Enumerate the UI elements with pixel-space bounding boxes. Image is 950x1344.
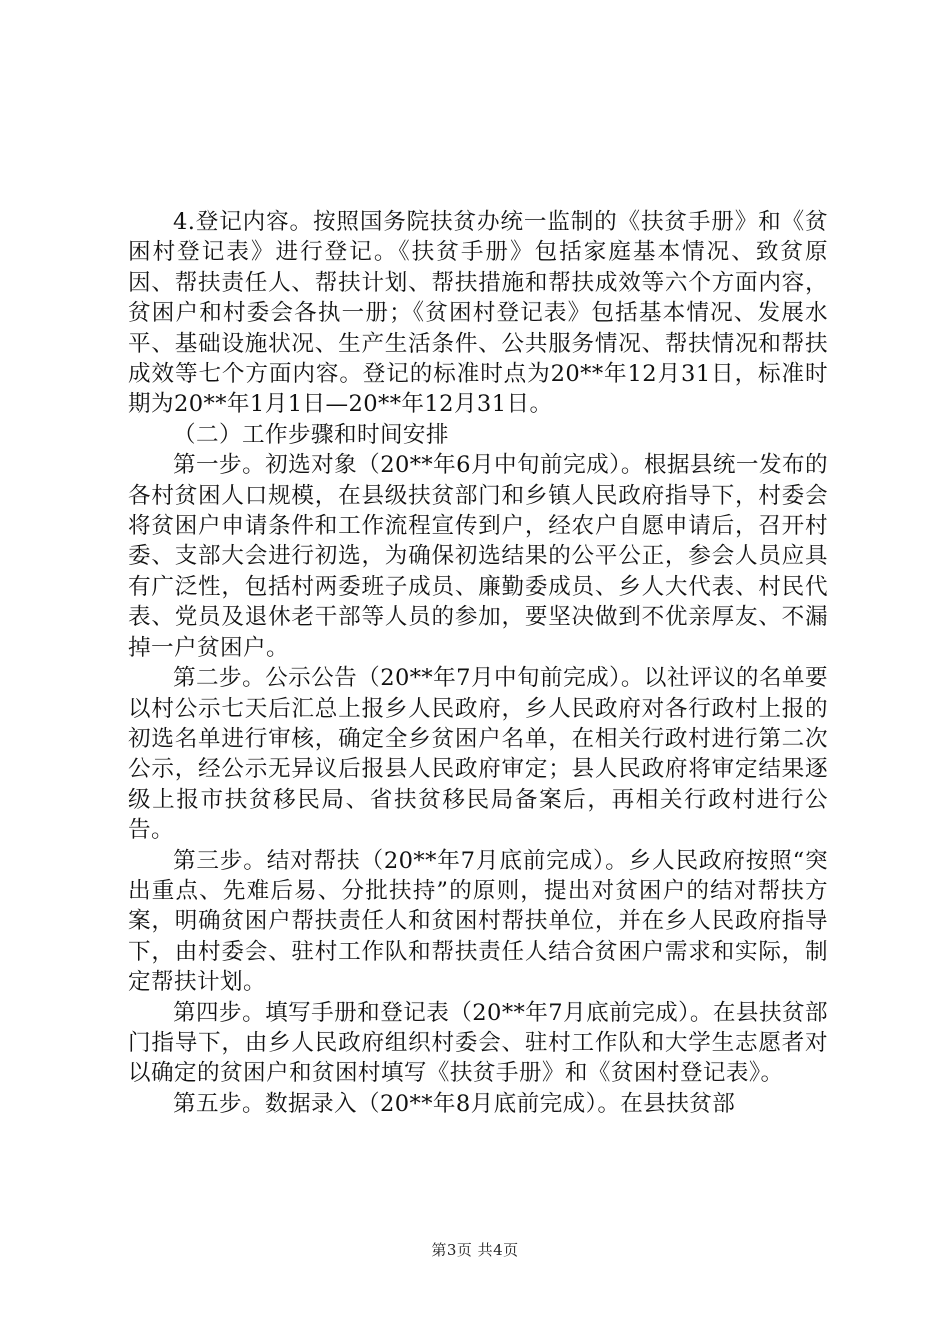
- paragraph-registration-content: 4.登记内容。按照国务院扶贫办统一监制的《扶贫手册》和《贫困村登记表》进行登记。《扶贫手册》包括家庭基本情况、致贫原因、帮扶责任人、帮扶计划、帮扶措施和帮扶成效等六个方面内容，贫困户和村委会各执一册；《贫困村登记表》包括基本情况、发展水平、基础设施状况、生产生活条件、公共服务情况、帮扶情况和帮扶成效等七个方面内容。登记的标准时点为20**年12月31日，标准时期为20**年1月1日—20**年12月31日。: [128, 209, 828, 418]
- page-footer: [0, 1240, 950, 1260]
- section-heading-steps: （二）工作步骤和时间安排: [173, 421, 449, 448]
- document-body: [128, 207, 828, 1119]
- paragraph-step-three: 第三步。结对帮扶（20**年7月底前完成）。乡人民政府按照“突出重点、先难后易、分批扶持”的原则，提出对贫困户的结对帮扶方案，明确贫困户帮扶责任人和贫困村帮扶单位，并在乡人民政府指导下，由村委会、驻村工作队和帮扶责任人结合贫困户需求和实际，制定帮扶计划。: [128, 847, 828, 996]
- paragraph-step-two: 第二步。公示公告（20**年7月中旬前完成）。以社评议的名单要以村公示七天后汇总上报乡人民政府，乡人民政府对各行政村上报的初选名单进行审核，确定全乡贫困户名单，在相关行政村进行第二次公示，经公示无异议后报县人民政府审定；县人民政府将审定结果逐级上报市扶贫移民局、省扶贫移民局备案后，再相关行政村进行公告。: [128, 665, 828, 844]
- page-number-label: 第3页 共4页: [431, 1241, 519, 1259]
- paragraph-step-five: 第五步。数据录入（20**年8月底前完成）。在县扶贫部: [173, 1090, 736, 1117]
- paragraph-step-one: 第一步。初选对象（20**年6月中旬前完成）。根据县统一发布的各村贫困人口规模，在县级扶贫部门和乡镇人民政府指导下，村委会将贫困户申请条件和工作流程宣传到户，经农户自愿申请后，召开村委、支部大会进行初选，为确保初选结果的公平公正，参会人员应具有广泛性，包括村两委班子成员、廉勤委成员、乡人大代表、村民代表、党员及退休老干部等人员的参加，要坚决做到不优亲厚友、不漏掉一户贫困户。: [128, 452, 828, 661]
- paragraph-step-four: 第四步。填写手册和登记表（20**年7月底前完成）。在县扶贫部门指导下，由乡人民政府组织村委会、驻村工作队和大学生志愿者对以确定的贫困户和贫困村填写《扶贫手册》和《贫困村登记表》。: [128, 999, 828, 1087]
